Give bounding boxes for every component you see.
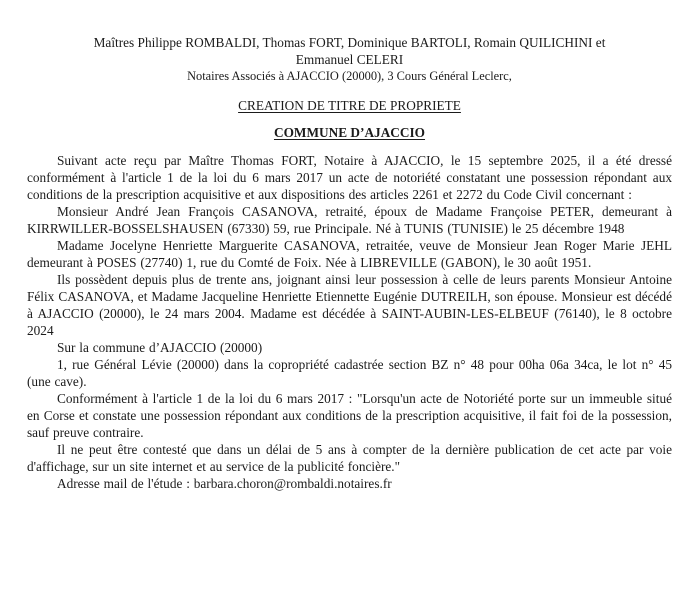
document-body (27, 152, 672, 492)
notary-names-line-2: Emmanuel CELERI (295, 52, 404, 67)
notary-names-line-1: Maîtres Philippe ROMBALDI, Thomas FORT, Dominique BARTOLI, Romain QUILICHINI et (93, 35, 606, 50)
paragraph-property-lot: 1, rue Général Lévie (20000) dans la copropriété cadastrée section BZ n° 48 pour 00ha 06a 34ca, le lot n° 45 (une cave). (27, 357, 672, 389)
paragraph-contestation: Il ne peut être contesté que dans un délai de 5 ans à compter de la dernière publication de cet acte par voie d'affichage, sur un site internet et au service de la publicité foncière." (27, 442, 672, 474)
paragraph-email: Adresse mail de l'étude : barbara.choron@rombaldi.notaires.fr (57, 476, 392, 491)
paragraph-intro: Suivant acte reçu par Maître Thomas FORT, Notaire à AJACCIO, le 15 septembre 2025, il a été dressé conformément à l'article 1 de la loi du 6 mars 2017 un acte de notoriété constatant une possession répondant aux conditions de la prescription acquisitive et aux dispositions des articles 2261 et 2272 du Code Civil concernant : (27, 153, 672, 202)
act-title: CREATION DE TITRE DE PROPRIETE (238, 98, 461, 113)
paragraph-madame-casanova: Madame Jocelyne Henriette Marguerite CASANOVA, retraitée, veuve de Monsieur Jean Roger Marie JEHL demeurant à POSES (27740) 1, rue du Comté de Foix. Née à LIBREVILLE (GABON), le 30 août 1951. (27, 238, 672, 270)
notary-office-address: Notaires Associés à AJACCIO (20000), 3 Cours Général Leclerc, (187, 69, 512, 83)
commune-title: COMMUNE D’AJACCIO (273, 125, 426, 140)
paragraph-commune: Sur la commune d’AJACCIO (20000) (57, 340, 263, 355)
paragraph-law-quote: Conformément à l'article 1 de la loi du 6 mars 2017 : "Lorsqu'un acte de Notoriété porte sur un immeuble situé en Corse et constate une possession répondant aux conditions de la prescription acquisitive, il fait foi de la possession, sauf preuve contraire. (27, 391, 672, 440)
notary-office-header (27, 34, 672, 85)
paragraph-monsieur-casanova: Monsieur André Jean François CASANOVA, retraité, époux de Madame Françoise PETER, demeurant à KIRRWILLER-BOSSELSHAUSEN (67330) 59, rue Principale. Né à TUNIS (TUNISIE) le 25 décembre 1948 (27, 204, 672, 236)
paragraph-possession: Ils possèdent depuis plus de trente ans, joignant ainsi leur possession à celle de leurs parents Monsieur Antoine Félix CASANOVA, et Madame Jacqueline Henriette Etiennette Eugénie DUTREILH, son épouse. Monsieur est décédé à AJACCIO (20000), le 24 mars 2004. Madame est décédée à SAINT-AUBIN-LES-ELBEUF (76140), le 8 octobre 2024 (27, 272, 672, 338)
